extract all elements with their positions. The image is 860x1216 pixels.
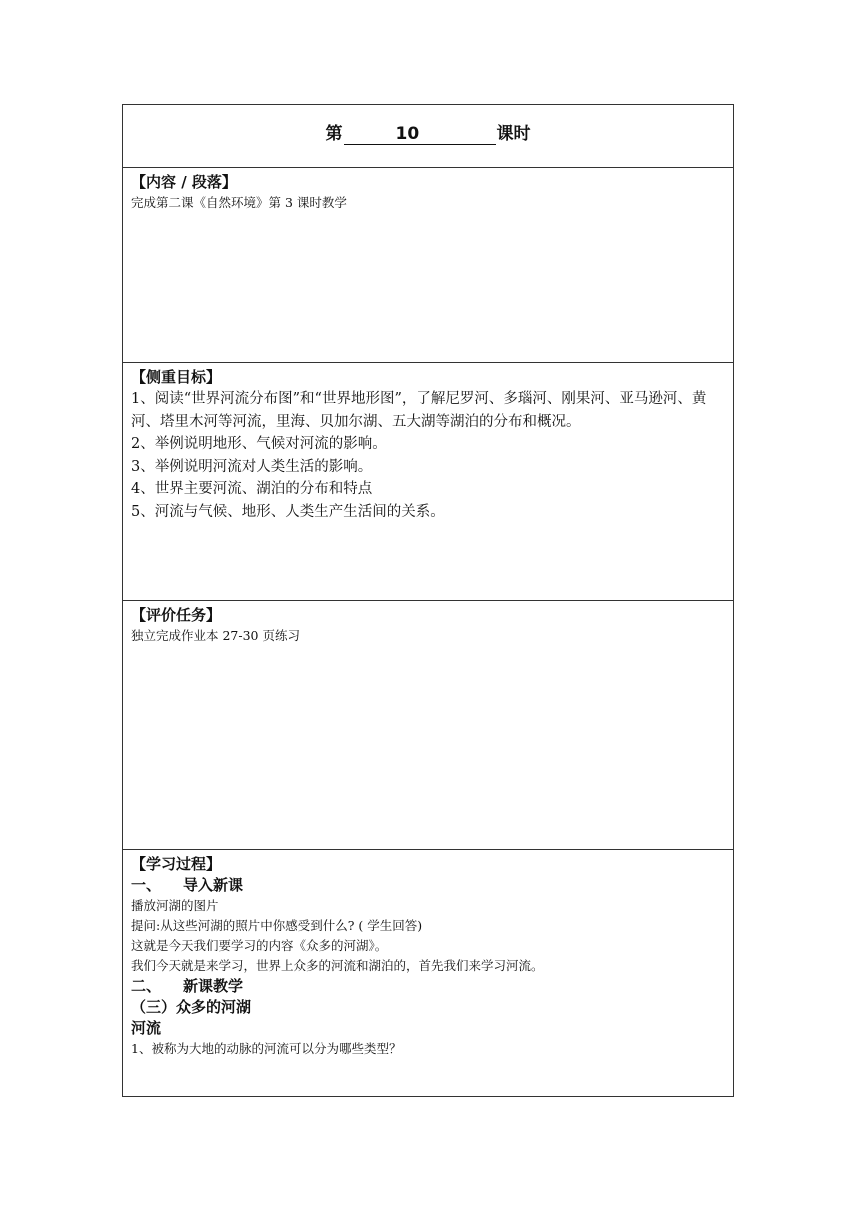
process-line: 我们今天就是来学习，世界上众多的河流和湖泊的，首先我们来学习河流。 <box>131 958 544 973</box>
subsection-title: （三）众多的河湖 <box>131 998 252 1016</box>
goal-item: 2、举例说明地形、气候对河流的影响。 <box>131 436 387 452</box>
section-title: 导入新课 <box>183 876 244 894</box>
goals-row <box>123 363 733 601</box>
lesson-plan-table <box>122 104 734 1097</box>
content-text: 完成第二课《自然环境》第 3 课时教学 <box>131 195 347 210</box>
section-title: 新课教学 <box>183 977 244 995</box>
goal-item: 4、世界主要河流、湖泊的分布和特点 <box>131 481 373 497</box>
evaluation-text: 独立完成作业本 27-30 页练习 <box>131 628 300 643</box>
evaluation-row <box>123 601 733 850</box>
process-heading: 【学习过程】 <box>131 855 222 873</box>
lesson-suffix: 课时 <box>496 124 531 144</box>
lesson-prefix: 第 <box>325 124 343 144</box>
section-new-lesson <box>131 976 725 997</box>
lesson-number: 10 <box>344 124 496 145</box>
goal-item: 5、河流与气候、地形、人类生产生活间的关系。 <box>131 503 445 520</box>
goal-item: 1、阅读“世界河流分布图”和“世界地形图”，了解尼罗河、多瑙河、刚果河、亚马逊河、黄河、塔里木河等河流，里海、贝加尔湖、五大湖等湖泊的分布和概况。 <box>131 391 707 430</box>
process-line: 这就是今天我们要学习的内容《众多的河湖》。 <box>131 938 388 953</box>
section-number: 一、 <box>131 876 162 894</box>
process-row <box>123 850 733 1097</box>
process-line: 播放河湖的图片 <box>131 898 219 913</box>
content-heading: 【内容 / 段落】 <box>131 173 237 191</box>
content-row <box>123 168 733 363</box>
lesson-number-row <box>123 105 733 168</box>
question-text: 1、被称为大地的动脉的河流可以分为哪些类型？ <box>131 1041 402 1056</box>
lesson-title <box>123 119 733 145</box>
section-number: 二、 <box>131 977 162 995</box>
goals-heading: 【侧重目标】 <box>131 368 222 386</box>
subsubsection-title: 河流 <box>131 1019 162 1037</box>
process-line: 提问:从这些河湖的照片中你感受到什么? ( 学生回答) <box>131 918 423 933</box>
goal-item: 3、举例说明河流对人类生活的影响。 <box>131 458 373 475</box>
section-intro <box>131 875 725 896</box>
evaluation-heading: 【评价任务】 <box>131 606 222 624</box>
